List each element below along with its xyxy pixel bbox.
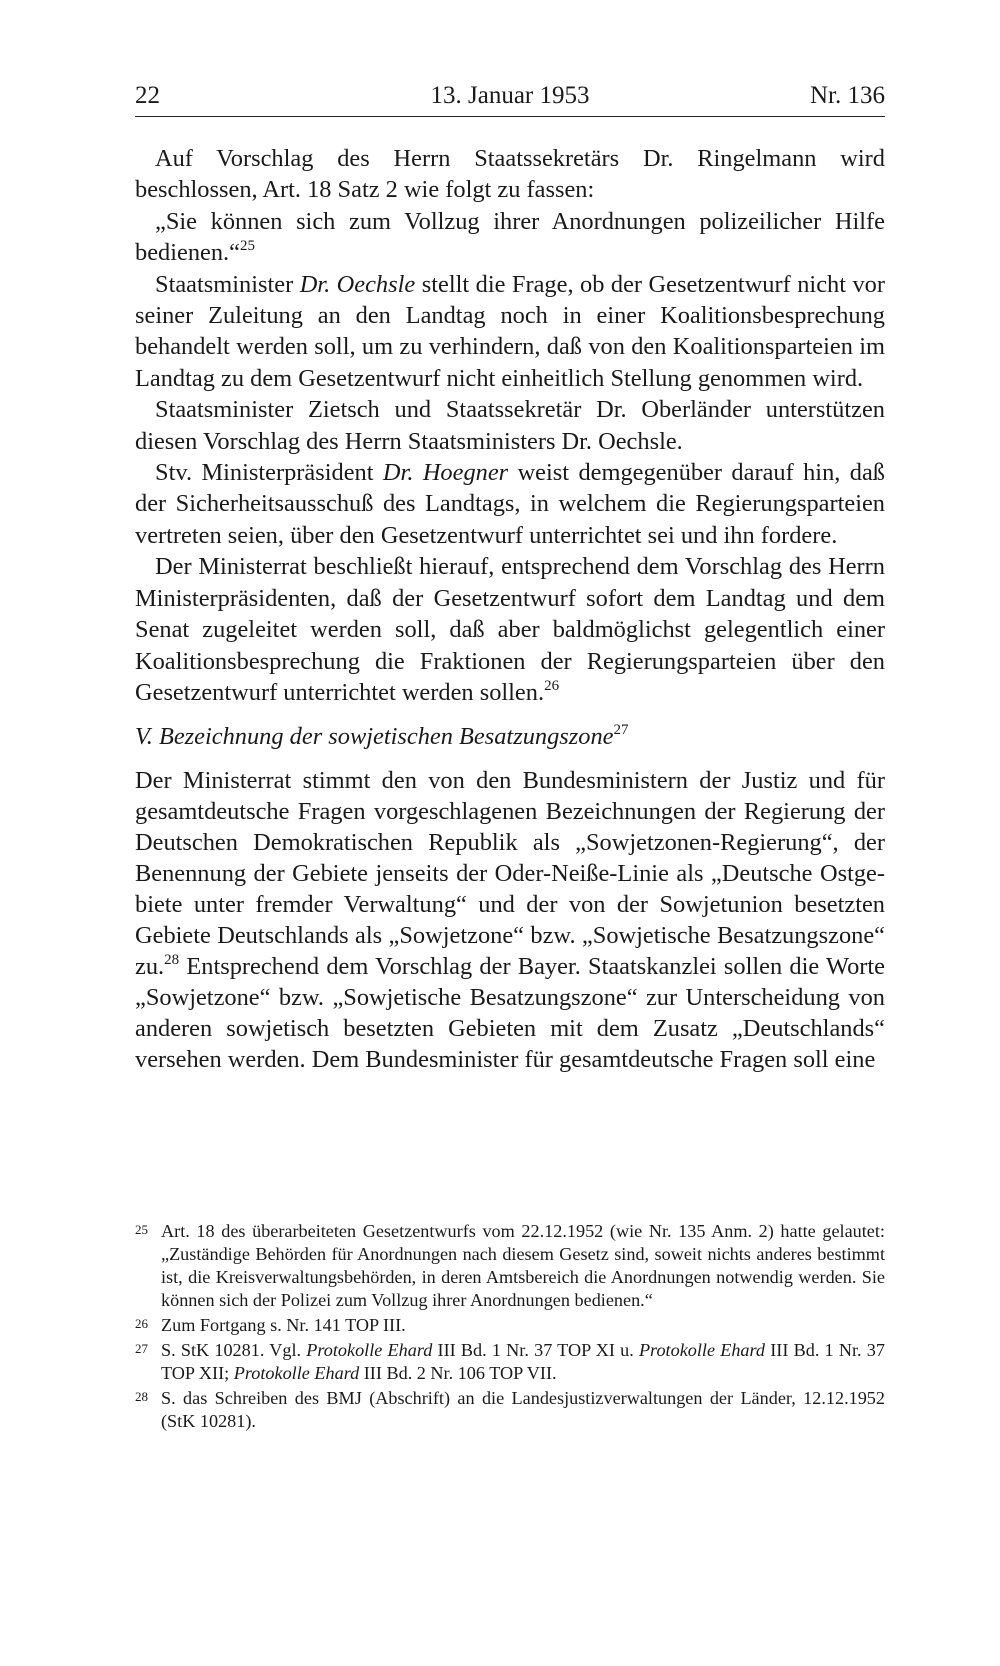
source-title: Protokolle Ehard <box>638 1340 766 1360</box>
paragraph-text: Stv. Ministerpräsident <box>155 459 383 487</box>
paragraph <box>135 551 885 708</box>
footnote-number: 27 <box>135 1341 148 1356</box>
paragraph-text: Der Ministerrat beschließt hierauf, entsprechend dem Vorschlag des Herrn Ministerpräsidenten, daß der Gesetzentwurf sofort dem Landtag und dem Senat zugeleitet werden soll, daß aber baldmöglichst gelegentlich einer Koalitionsbesprechung die Fraktionen der Regierungsparteien über den Gesetzentwurf unterrichtet werden sollen. <box>135 553 885 706</box>
footnote-text: III Bd. 1 Nr. 37 TOP XI u. <box>432 1340 639 1360</box>
section-heading <box>135 721 885 752</box>
paragraph <box>135 765 885 1075</box>
paragraph-text: Entsprechend dem Vorschlag der Bayer. Staatskanzlei sollen die Worte „Sowjetzone“ bzw. „Sowjetische Besatzungszone“ zur Unterscheidung von anderen sowjetisch besetzten Gebieten mit dem Zusatz „Deutschlands“ versehen werden. Dem Bundesminister für gesamtdeutsche Fragen soll eine <box>135 953 885 1073</box>
paragraph <box>135 394 885 457</box>
paragraph <box>135 269 885 395</box>
page-number: 22 <box>135 82 160 109</box>
footnote <box>135 1339 885 1385</box>
paragraph <box>135 143 885 206</box>
speaker-name: Dr. Hoegner <box>382 459 509 487</box>
footnote-text: S. StK 10281. Vgl. <box>161 1340 307 1360</box>
footnote-ref[interactable]: 27 <box>613 721 629 738</box>
paragraph-text: stellt die Frage, ob der Gesetzentwurf nicht vor seiner Zuleitung an den Landtag noch in einer Koalitionsbesprechung behandelt werden soll, um zu verhindern, daß von den Koalitionsparteien im Landtag zu dem Gesetzentwurf nicht einheitlich Stellung genommen wird. <box>135 270 885 392</box>
footnote <box>135 1220 885 1312</box>
footnotes <box>135 1220 885 1435</box>
footnote-text: III Bd. 1 Nr. 37 TOP XII; <box>161 1340 885 1383</box>
paragraph-text: Staatsminister Zietsch und Staatssekretär Dr. Oberländer unterstützen diesen Vorschlag des Herrn Staatsministers Dr. Oechsle. <box>135 396 885 455</box>
footnote-ref[interactable]: 28 <box>164 951 180 968</box>
footnote-number: 25 <box>135 1222 148 1237</box>
main-text <box>135 143 885 708</box>
footnote-number: 28 <box>135 1389 148 1404</box>
source-title: Protokolle Ehard <box>233 1363 360 1383</box>
section-heading-text: V. Bezeichnung der sowjetischen Besatzungszone <box>135 723 614 750</box>
paragraph-text: weist demgegenüber darauf hin, daß der Sicherheitsausschuß des Landtags, in welchem die Regierungsparteien vertreten seien, über den Gesetzentwurf unterrichtet sei und ihn fordere. <box>135 459 885 549</box>
footnote-text: III Bd. 2 Nr. 106 TOP VII. <box>359 1363 557 1383</box>
quote-paragraph <box>135 206 885 269</box>
footnote-ref[interactable]: 25 <box>239 238 255 255</box>
speaker-name: Dr. Oechsle <box>299 270 416 298</box>
footnote-ref[interactable]: 26 <box>544 677 560 694</box>
footnote-text: Zum Fortgang s. Nr. 141 TOP III. <box>161 1315 406 1335</box>
source-title: Protokolle Ehard <box>306 1340 433 1360</box>
header-date: 13. Januar 1953 <box>430 82 590 109</box>
paragraph-text: Staatsminister <box>155 270 300 298</box>
footnote-text: Art. 18 des überarbeiteten Gesetzentwurfs vom 22.12.1952 (wie Nr. 135 Anm. 2) hatte gelautet: „Zuständige Behörden für Anordnungen nach diesem Gesetz sind, soweit nichts anderes bestimmt ist, die Kreisverwaltungsbehörden, in deren Amtsbereich die Anordnungen notwendig werden. Sie können sich der Polizei zum Vollzug ihrer Anordnungen bedienen.“ <box>161 1221 885 1310</box>
paragraph-text: Der Ministerrat stimmt den von den Bundesministern der Justiz und für gesamtdeutsche Fragen vorgeschlagenen Bezeichnungen der Regierung der Deutschen Demokratischen Republik als „Sowjetzonen-Regierung“, der Benennung der Gebiete jenseits der Oder-Neiße-Linie als „Deutsche Ostgebiete unter fremder Verwaltung“ und der von der Sowjetunion besetzten Gebiete Deutschlands als „Sowjetzone“ bzw. „Sowjetische Besatzungszone“ zu. <box>135 767 885 980</box>
document-number: Nr. 136 <box>810 82 885 109</box>
footnote <box>135 1387 885 1433</box>
footnote-number: 26 <box>135 1316 148 1331</box>
footnote <box>135 1314 885 1337</box>
running-header <box>135 82 885 117</box>
section-text <box>135 765 885 1075</box>
paragraph <box>135 457 885 551</box>
quote-text: „Sie können sich zum Vollzug ihrer Anordnungen polizeilicher Hilfe bedienen.“ <box>135 207 885 267</box>
paragraph-text: Auf Vorschlag des Herrn Staatssekretärs Dr. Ringelmann wird beschlossen, Art. 18 Satz 2 wie folgt zu fassen: <box>135 145 885 204</box>
footnote-text: S. das Schreiben des BMJ (Abschrift) an die Landesjustizverwaltungen der Länder, 12.12.1952 (StK 10281). <box>161 1388 885 1431</box>
